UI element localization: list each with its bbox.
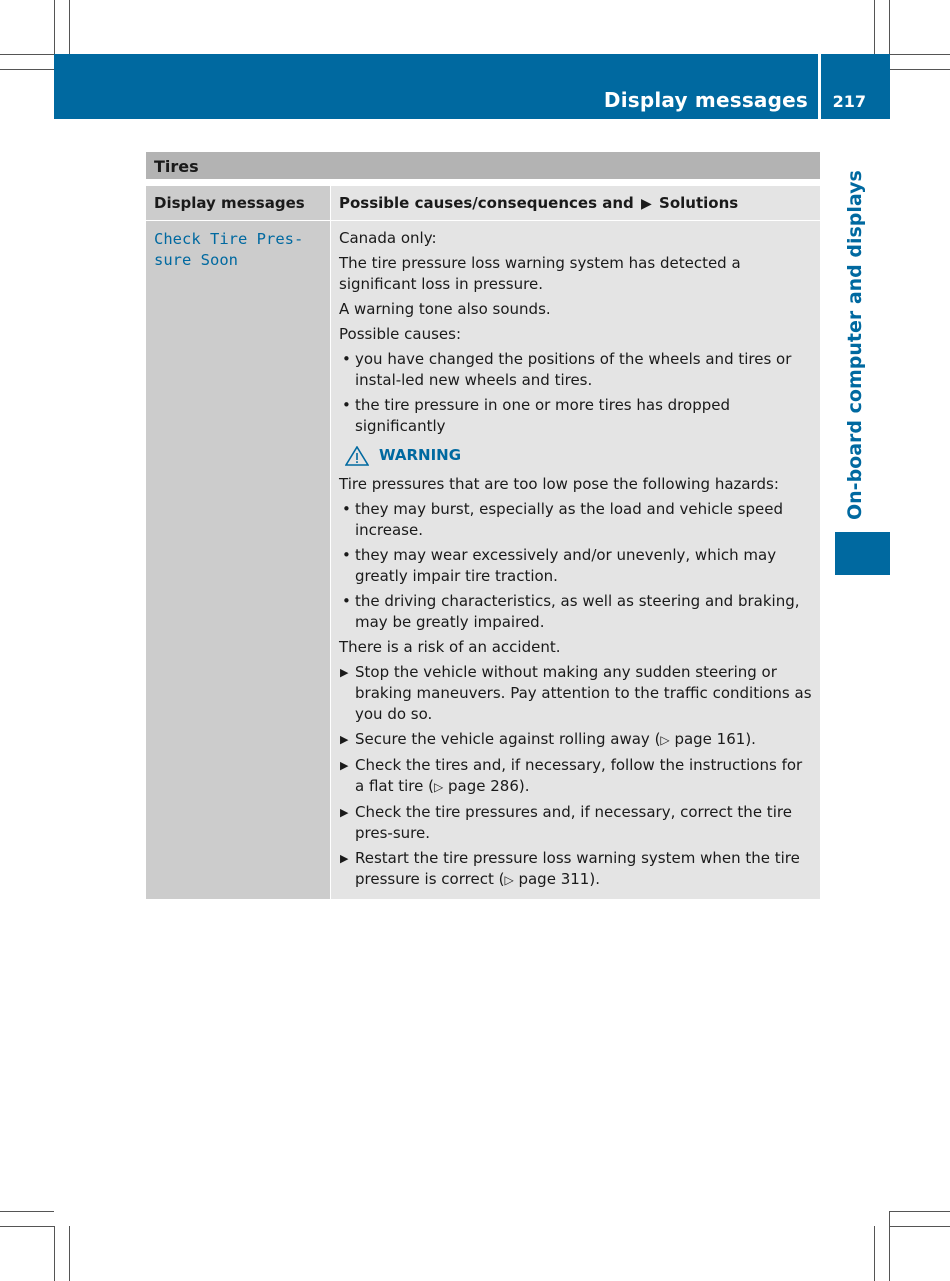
page-reference[interactable]: page 161 (674, 730, 746, 748)
page-reference[interactable]: page 311 (518, 870, 590, 888)
list-item: • the driving characteristics, as well as steering and braking, may be greatly impaired. (342, 592, 800, 631)
display-message-line: Check Tire Pres- (154, 230, 304, 248)
page-ref-icon: ▷ (433, 780, 444, 794)
list-item: • you have changed the positions of the wheels and tires or instal-led new wheels and tires. (342, 350, 792, 389)
table-header-row (146, 186, 820, 220)
side-tab-label: On-board computer and displays (844, 170, 866, 520)
crop-mark (890, 54, 950, 55)
description-text: The tire pressure loss warning system has detected a significant loss in pressure. (339, 254, 741, 293)
step-arrow-icon: ▶ (340, 852, 349, 865)
instruction-step: ▶ Secure the vehicle against rolling away (▷ page 161). (340, 730, 756, 748)
crop-mark (890, 69, 950, 70)
causes-heading: Possible causes: (339, 325, 462, 343)
bullet-icon: • (342, 546, 351, 564)
page-header (54, 54, 890, 119)
tone-note: A warning tone also sounds. (339, 300, 551, 318)
side-tab-marker (835, 532, 890, 575)
crop-mark (874, 1226, 875, 1281)
causes-cell (331, 221, 820, 899)
warning-triangle-icon (345, 446, 369, 466)
bullet-icon: • (342, 396, 351, 414)
step-arrow-icon: ▶ (340, 806, 349, 819)
crop-mark (890, 1211, 950, 1212)
list-item: • the tire pressure in one or more tires has dropped significantly (342, 396, 730, 435)
step-arrow-icon: ▶ (340, 759, 349, 772)
display-message-line: sure Soon (154, 251, 238, 269)
crop-mark (0, 54, 54, 55)
header-divider (818, 54, 821, 119)
play-arrow-icon: ▶ (641, 196, 652, 212)
risk-text: There is a risk of an accident. (339, 638, 561, 656)
crop-mark (874, 0, 875, 54)
page-reference[interactable]: page 286 (448, 777, 519, 795)
step-arrow-icon: ▶ (340, 733, 349, 746)
list-item: • they may burst, especially as the load and vehicle speed increase. (342, 500, 783, 539)
crop-mark (54, 1226, 55, 1281)
warning-intro: Tire pressures that are too low pose the following hazards: (339, 475, 779, 493)
step-arrow-icon: ▶ (340, 666, 349, 679)
warning-heading (345, 445, 814, 466)
page-ref-icon: ▷ (504, 873, 514, 887)
bullet-icon: • (342, 350, 351, 368)
col-header-messages: Display messages (146, 186, 330, 220)
page-number: 217 (832, 92, 866, 111)
instruction-step: ▶ Check the tire pressures and, if necessary, correct the tire pres-sure. (340, 803, 792, 842)
table-row (146, 221, 820, 899)
crop-mark (0, 1226, 54, 1227)
bullet-icon: • (342, 592, 351, 610)
crop-mark (890, 1226, 950, 1227)
col-header-causes-prefix: Possible causes/consequences and (339, 194, 634, 212)
col-header-causes (331, 186, 820, 220)
col-header-solutions: Solutions (659, 194, 739, 212)
display-messages-table (146, 152, 820, 899)
instruction-step: ▶ Check the tires and, if necessary, follow the instructions for a flat tire (▷ page 286). (340, 756, 803, 795)
instruction-step: ▶ Stop the vehicle without making any sudden steering or braking maneuvers. Pay attention to the traffic conditions as you do so. (340, 663, 812, 723)
region-note: Canada only: (339, 229, 437, 247)
crop-mark (0, 69, 54, 70)
instruction-step: ▶ Restart the tire pressure loss warning system when the tire pressure is correct (▷ page 311). (340, 849, 800, 888)
crop-mark (69, 1226, 70, 1281)
crop-mark (889, 1211, 890, 1281)
message-cell (146, 221, 330, 899)
bullet-icon: • (342, 500, 351, 518)
crop-mark (889, 0, 890, 54)
header-title: Display messages (603, 88, 808, 112)
crop-mark (54, 0, 55, 54)
crop-mark (0, 1211, 54, 1212)
crop-mark (69, 0, 70, 54)
list-item: • they may wear excessively and/or unevenly, which may greatly impair tire traction. (342, 546, 777, 585)
warning-label: WARNING (379, 446, 462, 464)
page-ref-icon: ▷ (660, 733, 670, 747)
section-title: Tires (146, 152, 820, 179)
